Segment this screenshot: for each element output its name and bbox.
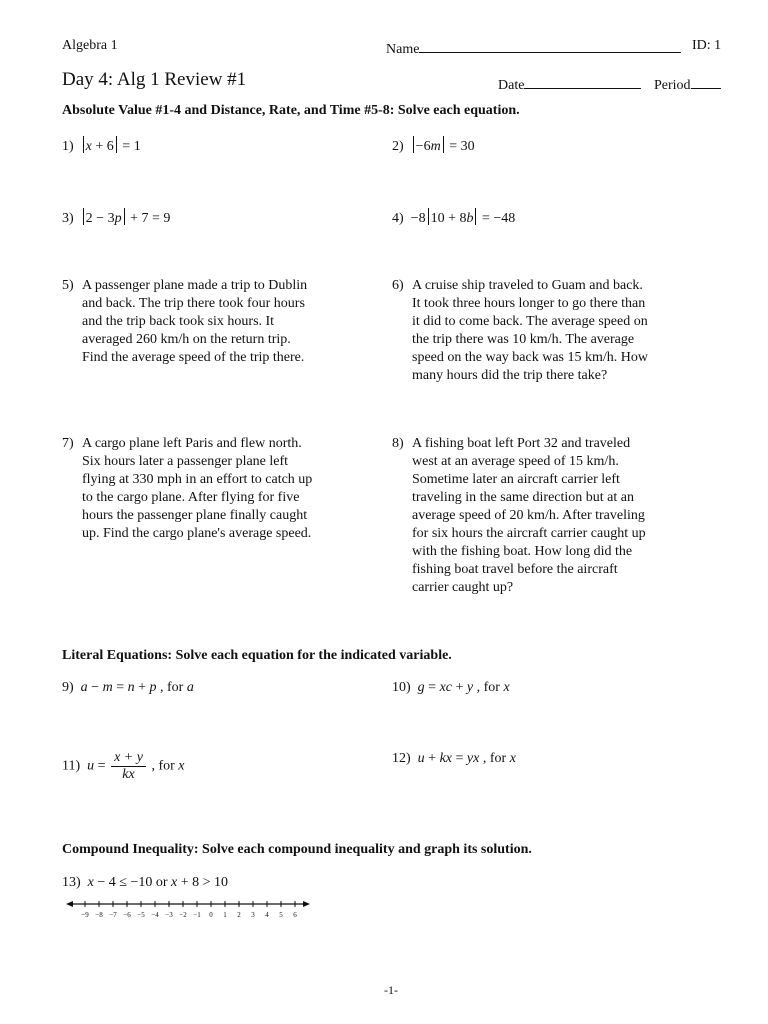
name-label: Name [386, 42, 420, 57]
problem-2: 2) −6m = 30 [392, 136, 475, 155]
number-line-tick-label: −1 [193, 911, 201, 919]
name-field[interactable] [386, 38, 681, 58]
date-label: Date [498, 78, 525, 93]
period-field[interactable] [654, 74, 721, 94]
number-line-tick-label: 1 [223, 911, 227, 919]
fraction: $\frac{x + y}{kx}$ [111, 750, 146, 783]
date-blank[interactable] [524, 74, 641, 89]
number-line-tick-label: −2 [179, 911, 187, 919]
number-line-tick-label: 4 [265, 911, 269, 919]
problem-10: 10) g = xc + y , for x [392, 680, 510, 695]
section-heading-literal-equations: Literal Equations: Solve each equation for the indicated variable. [62, 648, 452, 663]
problem-3: 3) 2 − 3p + 7 = 9 [62, 208, 170, 227]
number-line-tick-label: −5 [137, 911, 145, 919]
number-line[interactable] [64, 896, 312, 922]
number-line-tick-label: 3 [251, 911, 255, 919]
section-heading-absolute-value: Absolute Value #1-4 and Distance, Rate, and Time #5-8: Solve each equation. [62, 103, 520, 118]
number-line-tick-label: 6 [293, 911, 297, 919]
id-label: ID: 1 [692, 38, 722, 53]
course-label: Algebra 1 [62, 38, 118, 53]
page-title: Day 4: Alg 1 Review #1 [62, 69, 247, 90]
problem-1: 1) x + 6 = 1 [62, 136, 141, 155]
problem-9: 9) a − m = n + p , for a [62, 680, 194, 695]
period-blank[interactable] [691, 74, 721, 89]
period-label: Period [654, 78, 691, 93]
number-line-tick-label: −3 [165, 911, 173, 919]
left-arrow-icon [66, 901, 73, 907]
number-line-tick-label: −6 [123, 911, 131, 919]
section-heading-compound-inequality: Compound Inequality: Solve each compound inequality and graph its solution. [62, 842, 532, 857]
right-arrow-icon [303, 901, 310, 907]
number-line-tick-label: 0 [209, 911, 213, 919]
problem-12: 12) u + kx = yx , for x [392, 751, 516, 766]
number-line-tick-label: 2 [237, 911, 241, 919]
name-blank[interactable] [419, 38, 681, 53]
number-line-tick-label: 5 [279, 911, 283, 919]
page-number: -1- [384, 983, 398, 997]
number-line-tick-label: −4 [151, 911, 159, 919]
number-line-tick-label: −8 [95, 911, 103, 919]
problem-11: 11) u = $\frac{x + y}{kx}$ , for x [62, 750, 185, 782]
date-field[interactable] [498, 74, 641, 94]
number-line-tick-label: −9 [81, 911, 89, 919]
problem-4: 4) −8 10 + 8b = −48 [392, 208, 515, 227]
problem-13: 13) x − 4 ≤ −10 or x + 8 > 10 [62, 875, 229, 890]
number-line-tick-label: −7 [109, 911, 117, 919]
